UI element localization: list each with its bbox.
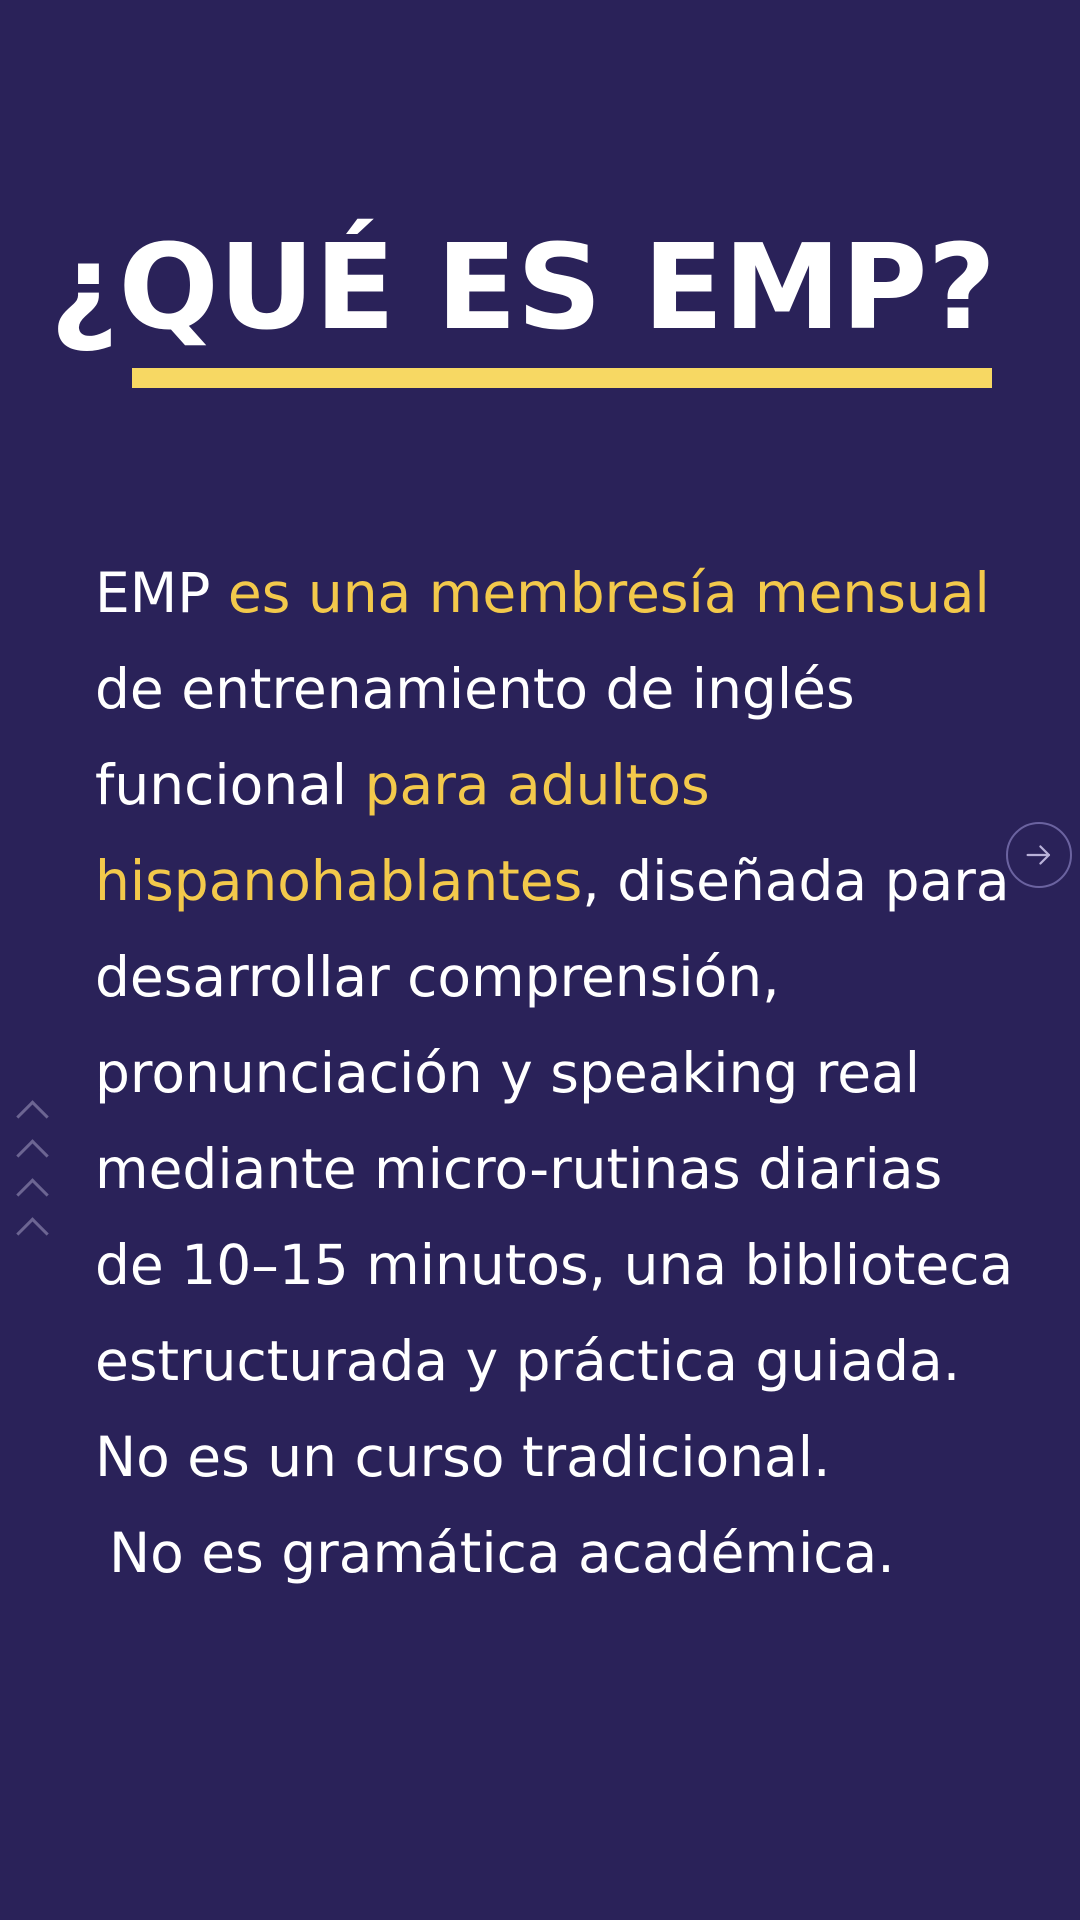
arrow-right-icon	[1022, 838, 1056, 872]
body-line-3: No es gramática académica.	[109, 1521, 895, 1585]
body-line-2: No es un curso tradicional.	[95, 1425, 831, 1489]
chevron-up-icon-part	[16, 1100, 49, 1133]
chevron-up-icon	[14, 1105, 50, 1245]
title-block	[50, 218, 996, 388]
body-segment-3: , diseñada para desarrollar comprensión, pronunciación y speaking real mediante micro-rutinas diarias de 10–15 minutos, una biblioteca estructurada y práctica guiada.	[95, 849, 1014, 1393]
next-arrow-button[interactable]	[1006, 822, 1072, 888]
body-highlight-1: es una membresía mensual	[227, 561, 990, 625]
chevron-up-icon-part	[16, 1178, 49, 1211]
body-segment-1: EMP	[95, 561, 228, 625]
body-segment-2: de entrenamiento de inglés funcional	[95, 657, 855, 817]
title-underline	[132, 368, 992, 388]
body-block	[95, 545, 1025, 1601]
body-paragraph	[95, 545, 1025, 1409]
chevron-up-icon-part	[16, 1217, 49, 1250]
page-title: ¿QUÉ ES EMP?	[50, 218, 996, 356]
body-highlight-2: para adultos hispanohablantes	[95, 753, 710, 913]
chevron-up-icon-part	[16, 1139, 49, 1172]
